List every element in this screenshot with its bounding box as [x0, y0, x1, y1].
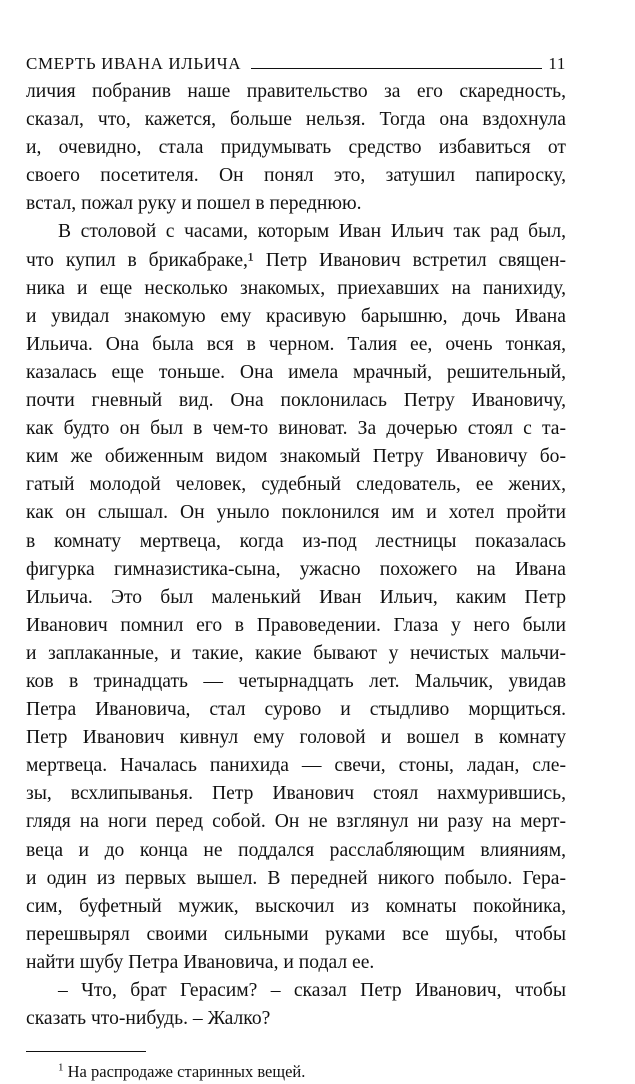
text-line: сим, буфетный мужик, выскочил из комнаты покойника,	[26, 895, 566, 917]
book-page	[26, 50, 566, 1084]
text-line: личия побранив наше правительство за его скаредность,	[26, 81, 566, 102]
text-line: Ильича. Это был маленький Иван Ильич, каким Петр	[26, 586, 566, 608]
text-line: сказать что-нибудь. – Жалко?	[26, 1008, 271, 1030]
footnote-rule	[26, 1051, 146, 1052]
text-line: Петр Иванович кивнул ему головой и вошел в комнату	[26, 727, 566, 749]
text-line: ким же обиженным видом знакомый Петру Ивановичу бо-	[26, 446, 566, 468]
text-line: в комнату мертвеца, когда из-под лестницы показалась	[26, 530, 566, 552]
footnote-text: На распродаже старинных вещей.	[67, 1062, 306, 1082]
running-title: СМЕРТЬ ИВАНА ИЛЬИЧА	[26, 54, 242, 73]
text-line: мертвеца. Началась панихида — свечи, стоны, ладан, сле-	[26, 755, 566, 777]
text-line: почти гневный вид. Она поклонилась Петру Ивановичу,	[26, 390, 566, 412]
text-line: – Что, брат Герасим? – сказал Петр Иванович, чтобы	[58, 980, 566, 1001]
text-line: сказал, что, кажется, больше нельзя. Тогда она вздохнула	[26, 109, 566, 131]
text-line: встал, пожал руку и пошел в переднюю.	[26, 193, 362, 215]
text-line: Петра Ивановича, стал сурово и стыдливо морщиться.	[26, 699, 566, 721]
text-line: веца и до конца не поддался расслабляющим влияниям,	[26, 839, 566, 861]
text-line: Ильича. Она была вся в черном. Талия ее, очень тонкая,	[26, 333, 566, 355]
text-line: как будто он был в чем-то виноват. За дочерью стоял с та-	[26, 418, 566, 440]
footnote	[26, 1060, 566, 1084]
text-line: В столовой с часами, которым Иван Ильич так рад был,	[58, 221, 566, 243]
text-line: своего посетителя. Он понял это, затушил папироску,	[26, 165, 566, 187]
text-line: как он слышал. Он уныло поклонился им и хотел пройти	[26, 502, 566, 524]
text-line: и один из первых вышел. В передней никого побыло. Гера-	[26, 867, 566, 889]
text-line: и, очевидно, стала придумывать средство избавиться от	[26, 137, 566, 159]
text-line: и заплаканные, и такие, какие бывают у нечистых мальчи-	[26, 642, 566, 664]
text-line: ков в тринадцать — четырнадцать лет. Мальчик, увидав	[26, 670, 566, 692]
text-line: найти шубу Петра Ивановича, и подал ее.	[26, 951, 375, 973]
text-line: глядя на ноги перед собой. Он не взглянул ни разу на мерт-	[26, 811, 566, 833]
text-line: Иванович помнил его в Правоведении. Глаза у него были	[26, 614, 566, 636]
text-line: и увидал знакомую ему красивую барышню, дочь Ивана	[26, 305, 566, 327]
footnote-marker: 1	[58, 1061, 64, 1074]
text-line: перешвырял своими сильными руками все шубы, чтобы	[26, 923, 566, 945]
text-line: фигурка гимназистика-сына, ужасно похожего на Ивана	[26, 558, 566, 580]
running-header	[26, 50, 566, 74]
text-line: гатый молодой человек, судебный следователь, ее жених,	[26, 474, 566, 496]
text-line: ника и еще несколько знакомых, приехавших на панихиду,	[26, 277, 566, 299]
text-line: зы, всхлипыванья. Петр Иванович стоял нахмурившись,	[26, 783, 566, 805]
text-line: казалась еще тоньше. Она имела мрачный, решительный,	[26, 361, 566, 383]
text-line: что купил в брикабраке,¹ Петр Иванович встретил священ-	[26, 249, 566, 271]
page-number: 11	[548, 54, 566, 73]
body-text	[26, 78, 566, 1033]
header-rule	[251, 68, 542, 69]
